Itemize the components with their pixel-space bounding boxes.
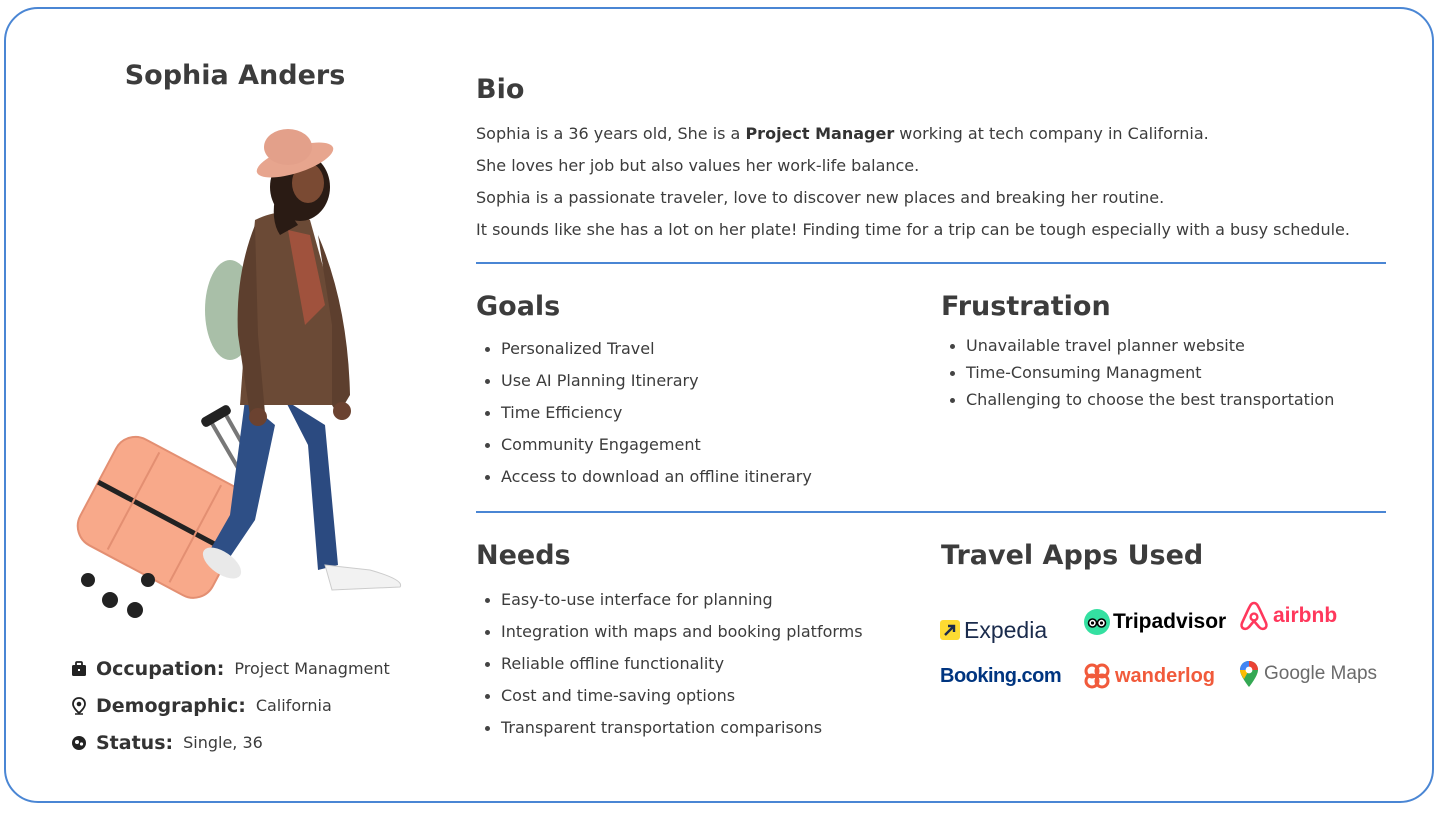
fact-value: Single, 36 — [183, 733, 263, 752]
needs-title: Needs — [476, 540, 571, 571]
booking-logo: Booking.com — [940, 664, 1062, 687]
location-pin-icon — [70, 697, 88, 715]
fact-label: Occupation: — [96, 657, 225, 680]
list-item: Personalized Travel — [476, 333, 812, 365]
airbnb-logo: airbnb — [1239, 598, 1337, 634]
owl-icon — [1084, 609, 1110, 635]
apps-title: Travel Apps Used — [941, 540, 1204, 571]
list-item: Unavailable travel planner website — [941, 332, 1334, 359]
list-item: Time-Consuming Managment — [941, 359, 1334, 386]
fact-value: California — [255, 696, 332, 715]
list-item: Time Efficiency — [476, 397, 812, 429]
goals-title: Goals — [476, 291, 561, 322]
wanderlog-logo: wanderlog — [1084, 658, 1215, 694]
fact-demographic — [70, 687, 390, 724]
fact-status — [70, 724, 390, 761]
map-pin-icon — [1239, 660, 1259, 688]
tripadvisor-logo: Tripadvisor — [1084, 604, 1226, 640]
section-divider — [476, 511, 1386, 513]
google-maps-logo: Google Maps — [1239, 656, 1377, 692]
needs-list — [476, 584, 863, 744]
goals-list — [476, 333, 812, 493]
list-item: Reliable offline functionality — [476, 648, 863, 680]
wanderlog-icon — [1084, 663, 1110, 689]
persona-name: Sophia Anders — [124, 60, 346, 91]
bio-line: Sophia is a 36 years old, She is a Project Manager working at tech company in California. — [476, 124, 1209, 143]
frustration-list — [941, 332, 1334, 413]
fact-label: Demographic: — [96, 694, 246, 717]
fact-label: Status: — [96, 731, 174, 754]
bio-role: Project Manager — [745, 124, 895, 143]
bio-line: She loves her job but also values her work-life balance. — [476, 156, 920, 175]
section-divider — [476, 262, 1386, 264]
list-item: Challenging to choose the best transportation — [941, 386, 1334, 413]
frustration-title: Frustration — [941, 291, 1111, 322]
list-item: Use AI Planning Itinerary — [476, 365, 812, 397]
traveler-photo — [70, 125, 415, 625]
list-item: Cost and time-saving options — [476, 680, 863, 712]
list-item: Access to download an offline itinerary — [476, 461, 812, 493]
briefcase-icon — [70, 660, 88, 678]
bio-text — [476, 118, 1396, 246]
airbnb-icon — [1239, 600, 1269, 632]
fact-value: Project Managment — [234, 659, 390, 678]
list-item: Community Engagement — [476, 429, 812, 461]
expedia-icon — [940, 620, 960, 640]
fact-occupation — [70, 650, 390, 687]
list-item: Transparent transportation comparisons — [476, 712, 863, 744]
list-item: Integration with maps and booking platforms — [476, 616, 863, 648]
bio-title: Bio — [476, 74, 525, 105]
app-logos — [940, 596, 1390, 696]
bio-line: It sounds like she has a lot on her plate! Finding time for a trip can be tough especially with a busy schedule. — [476, 220, 1350, 239]
bio-line: Sophia is a passionate traveler, love to discover new places and breaking her routine. — [476, 188, 1165, 207]
expedia-logo: Expedia — [940, 612, 1047, 648]
persona-facts — [70, 650, 390, 761]
list-item: Easy-to-use interface for planning — [476, 584, 863, 616]
status-icon — [70, 734, 88, 752]
